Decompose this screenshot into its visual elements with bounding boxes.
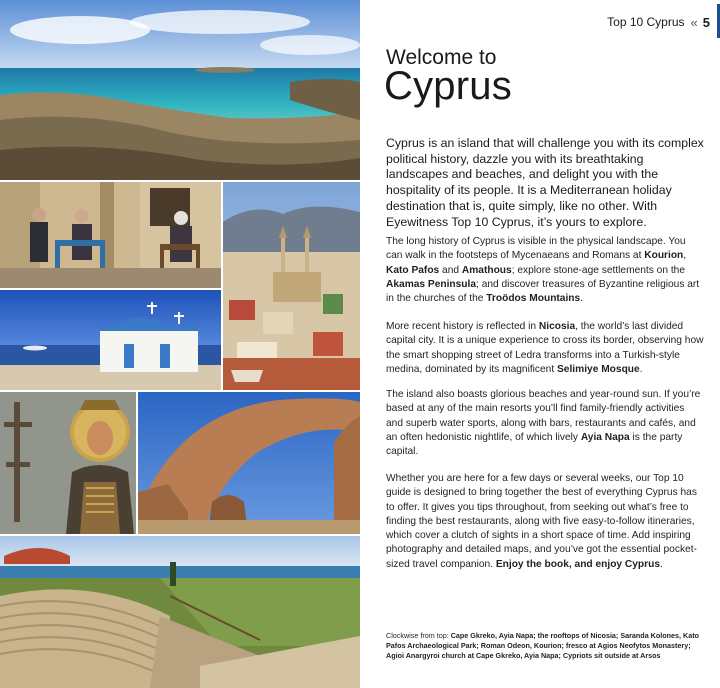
nicosia-rooftops-photo — [223, 182, 360, 390]
agioi-anargyroi-church-photo — [0, 290, 221, 390]
cypriots-arsos-photo — [0, 182, 221, 288]
text-page — [362, 0, 720, 688]
intro-paragraph: Cyprus is an island that will challenge you with its complex political history, dazzle you with its breathtaking landscapes and beaches, and delight you with the hospitality of its people. It is a Mediterranean holiday destination that is, quite simply, like no other. With Eyewitness Top 10 Cyprus, it’s yours to explore. — [386, 136, 704, 229]
saranda-kolones-arch-photo — [138, 392, 360, 534]
photo-caption: Clockwise from top: Cape Gkreko, Ayia Napa; the rooftops of Nicosia; Saranda Kolones, Kato Pafos Archaeological Park; Roman Odeon, Kourion; fresco at Agios Neofytos Monastery; Agioi Anargyroi church at Cape Gkreko, Ayia Napa; Cypriots sit outside at Arsos — [386, 631, 700, 660]
heading-welcome: Welcome to — [386, 46, 497, 69]
roman-odeon-kourion-photo — [0, 536, 360, 688]
chevron-left-icon: « — [690, 14, 697, 30]
body-paragraph-1: The long history of Cyprus is visible in the physical landscape. You can walk in the footsteps of Mycenaeans and Romans at Kourion, Kato Pafos and Amathous; explore stone-age settlements on the Akamas Peninsula; and discover treasures of Byzantine religious art in the churches of the Troödos Mountains. — [386, 236, 700, 305]
agios-neofytos-fresco-photo — [0, 392, 136, 534]
page-number: 5 — [702, 14, 710, 30]
body-paragraph-4: Whether you are here for a few days or several weeks, our Top 10 guide is designed to bring together the best of everything Cyprus has to offer. It gives you tips throughout, from seeking out what’s free to finding the best restaurants, along with five easy-to-follow itineraries, which cover a clutch of sights in a short space of time. Add inspiring photography and detailed maps, and you’ve got the essential pocket-sized travel companion. Enjoy the book, and enjoy Cyprus. — [386, 473, 697, 570]
body-paragraph-2: More recent history is reflected in Nicosia, the world’s last divided capital city. It is a unique experience to cross its border, observing how the smart shopping street of Ledra transforms into a Turkish-style medina, dominated by its magnificent Selimiye Mosque. — [386, 321, 704, 375]
body-paragraph-3: The island also boasts glorious beaches and year-round sun. If you’re based at any of the main resorts you’ll find family-friendly activities and superb water sports, along with bars, restaurants and cafés, and an often hedonistic nightlife, of which lively Ayia Napa is the party capital. — [386, 389, 701, 458]
page-title: Cyprus — [384, 64, 512, 108]
running-head — [607, 10, 720, 34]
running-head-title: Top 10 Cyprus — [607, 15, 685, 29]
cape-gkreko-coast-photo — [0, 0, 360, 180]
